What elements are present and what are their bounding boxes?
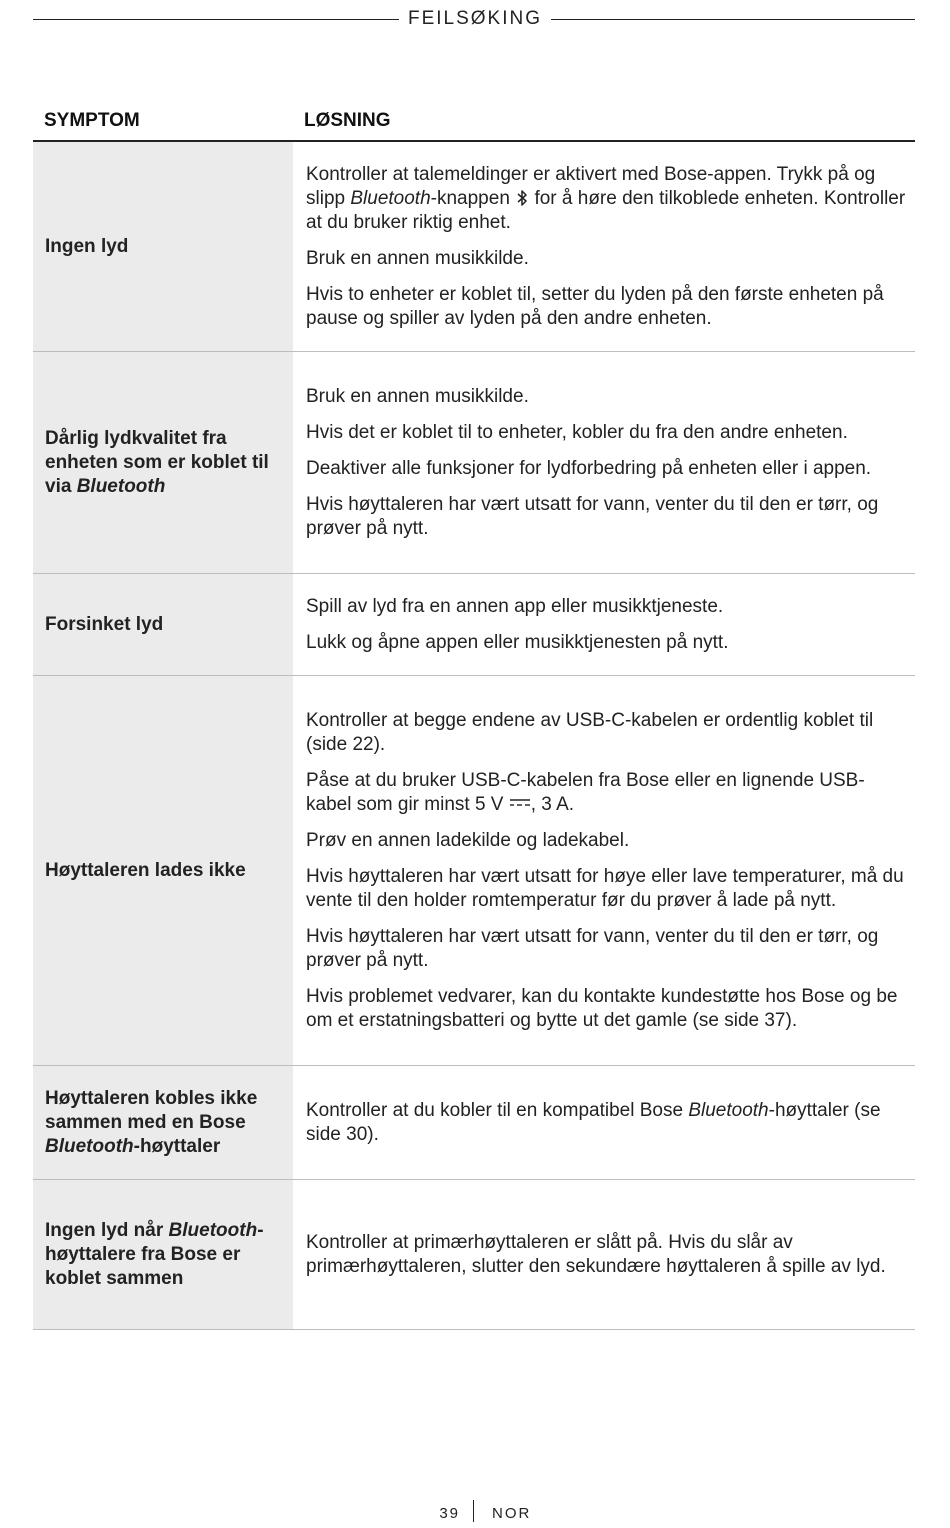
solution-item: Prøv en annen ladekilde og ladekabel. bbox=[306, 829, 630, 851]
column-header-solution: LØSNING bbox=[304, 110, 391, 131]
symptom-text: Ingen lyd når Bluetooth-høyttalere fra Bose er koblet sammen bbox=[45, 1219, 264, 1289]
solution-cell bbox=[293, 352, 915, 573]
solution-item: Hvis to enheter er koblet til, setter du lyden på den første enheten på pause og spiller av lyden på den andre enheten. bbox=[306, 283, 884, 329]
symptom-cell bbox=[33, 352, 293, 573]
symptom-cell bbox=[33, 574, 293, 675]
solution-item: Hvis høyttaleren har vært utsatt for vann, venter du til den er tørr, og prøver på nytt. bbox=[306, 925, 879, 971]
table-row-ingen-lyd-koblet-sammen bbox=[33, 1180, 915, 1330]
solution-cell bbox=[293, 676, 915, 1065]
symptom-cell bbox=[33, 1066, 293, 1179]
table-row-darlig-lydkvalitet bbox=[33, 352, 915, 574]
direct-current-icon bbox=[509, 797, 531, 809]
solution-item: Bruk en annen musikkilde. bbox=[306, 385, 529, 407]
table-row-ingen-lyd bbox=[33, 142, 915, 352]
solution-item: Deaktiver alle funksjoner for lydforbedring på enheten eller i appen. bbox=[306, 457, 872, 479]
solution-item: Kontroller at talemeldinger er aktivert med Bose-appen. Trykk på og slipp Bluetooth-knappen for å høre den tilkoblede enheten. Kontroller at du bruker riktig enhet. bbox=[306, 163, 906, 233]
header-rule-left bbox=[33, 19, 399, 20]
table-row-kobles-ikke-sammen bbox=[33, 1066, 915, 1180]
solution-item: Kontroller at primærhøyttaleren er slått på. Hvis du slår av primærhøyttaleren, slutter den sekundære høyttaleren å spille av lyd. bbox=[306, 1231, 886, 1277]
solution-item: Hvis høyttaleren har vært utsatt for høye eller lave temperaturer, må du vente til den holder romtemperatur før du prøver å lade på nytt. bbox=[306, 865, 904, 911]
page-footer bbox=[0, 1500, 950, 1528]
solution-item: Kontroller at begge endene av USB-C-kabelen er ordentlig koblet til (side 22). bbox=[306, 709, 874, 755]
solution-cell bbox=[293, 1066, 915, 1179]
symptom-cell bbox=[33, 1180, 293, 1329]
header-rule-right bbox=[551, 19, 915, 20]
language-code: NOR bbox=[492, 1505, 532, 1522]
symptom-text: Forsinket lyd bbox=[45, 613, 164, 635]
page-header bbox=[33, 6, 915, 32]
symptom-text: Høyttaleren kobles ikke sammen med en Bose Bluetooth-høyttaler bbox=[45, 1087, 258, 1157]
solution-cell bbox=[293, 1180, 915, 1329]
page-number: 39 bbox=[439, 1505, 460, 1522]
solution-item: Hvis det er koblet til to enheter, kobler du fra den andre enheten. bbox=[306, 421, 848, 443]
solution-item: Hvis problemet vedvarer, kan du kontakte kundestøtte hos Bose og be om et erstatningsbatteri og bytte ut det gamle (se side 37). bbox=[306, 985, 898, 1031]
table-row-lades-ikke bbox=[33, 676, 915, 1066]
symptom-cell bbox=[33, 676, 293, 1065]
column-header-symptom: SYMPTOM bbox=[44, 110, 140, 131]
solution-item: Påse at du bruker USB-C-kabelen fra Bose eller en lignende USB-kabel som gir minst 5 V , 3 A. bbox=[306, 769, 865, 815]
page-title: FEILSØKING bbox=[407, 8, 543, 29]
solution-cell bbox=[293, 142, 915, 351]
symptom-cell bbox=[33, 142, 293, 351]
symptom-text: Høyttaleren lades ikke bbox=[45, 859, 246, 881]
solution-item: Kontroller at du kobler til en kompatibel Bose Bluetooth-høyttaler (se side 30). bbox=[306, 1099, 881, 1145]
solution-item: Hvis høyttaleren har vært utsatt for vann, venter du til den er tørr, og prøver på nytt. bbox=[306, 493, 879, 539]
symptom-text: Dårlig lydkvalitet fra enheten som er koblet til via Bluetooth bbox=[45, 427, 269, 497]
bluetooth-icon bbox=[516, 189, 528, 207]
footer-divider bbox=[473, 1500, 474, 1522]
solution-item: Lukk og åpne appen eller musikktjenesten på nytt. bbox=[306, 631, 729, 653]
solution-cell bbox=[293, 574, 915, 675]
symptom-text: Ingen lyd bbox=[45, 235, 129, 257]
table-row-forsinket-lyd bbox=[33, 574, 915, 676]
solution-item: Spill av lyd fra en annen app eller musikktjeneste. bbox=[306, 595, 724, 617]
solution-item: Bruk en annen musikkilde. bbox=[306, 247, 529, 269]
